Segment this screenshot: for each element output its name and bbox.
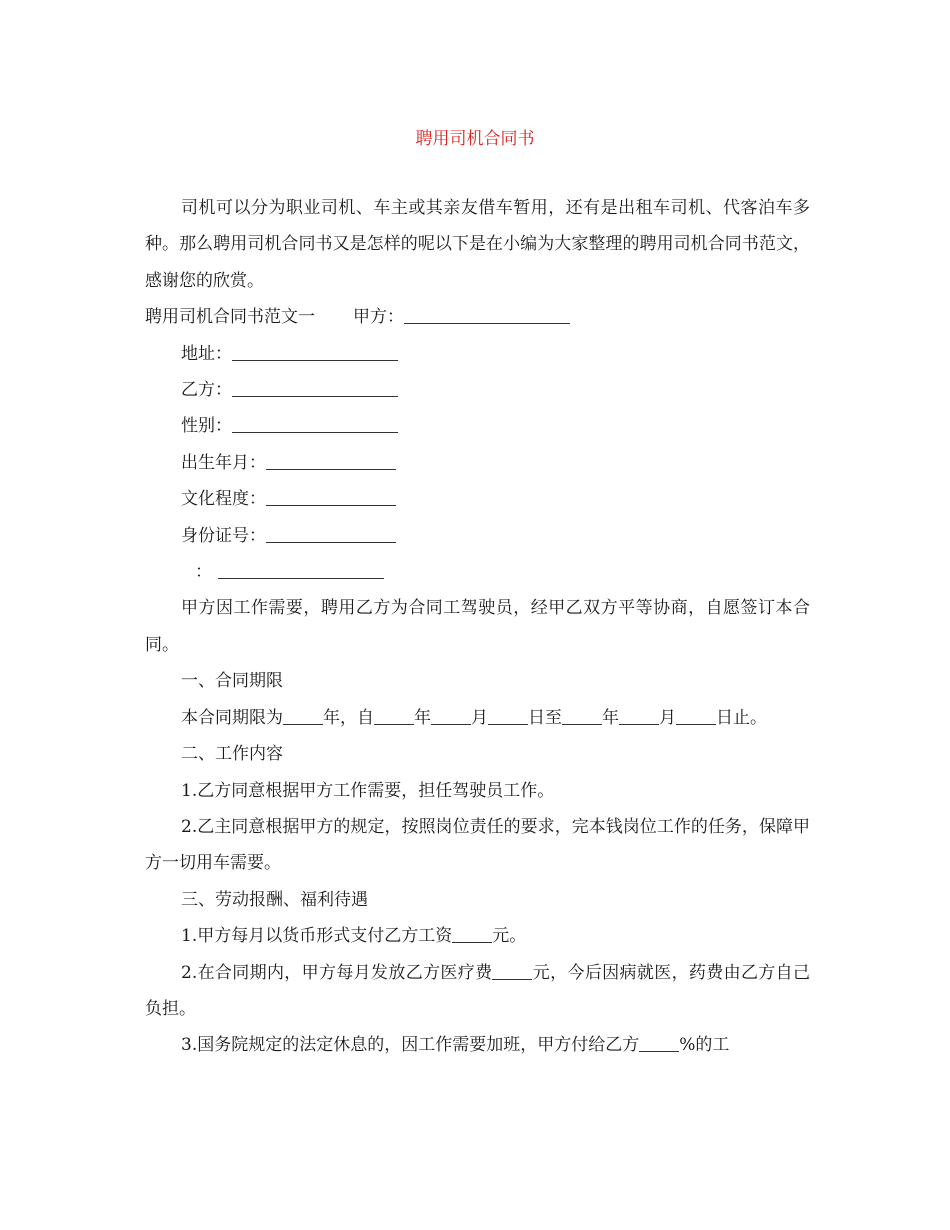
medical-blank	[492, 978, 532, 980]
term-paragraph	[145, 700, 810, 736]
party-a-label: 甲方：	[353, 307, 404, 328]
education-label: 文化程度：	[181, 489, 266, 510]
party-b-field	[145, 372, 810, 408]
address-label: 地址：	[181, 343, 232, 364]
overtime-text: 3.国务院规定的法定休息的，因工作需要加班，甲方付给乙方	[181, 1035, 640, 1056]
unnamed-field	[145, 554, 810, 590]
section2-item2: 2.乙主同意根据甲方的规定，按照岗位责任的要求，完本钱岗位工作的任务，保障甲方一切用车需要。	[145, 816, 810, 874]
section3-item1	[145, 918, 810, 954]
party-a-blank	[404, 322, 570, 324]
gender-blank	[232, 431, 398, 433]
medical-text-2: 元，今后因病就医，药费由乙方自己负担。	[145, 962, 810, 1019]
address-field	[145, 336, 810, 372]
term-text-3: 年	[414, 707, 431, 728]
term-text-7: 月	[659, 707, 676, 728]
section2-item1: 1.乙方同意根据甲方工作需要，担任驾驶员工作。	[181, 780, 555, 801]
term-text-4: 月	[471, 707, 488, 728]
salary-unit: 元。	[492, 926, 527, 947]
end-year-blank	[562, 723, 602, 725]
end-month-blank	[619, 723, 659, 725]
birth-field	[145, 445, 810, 481]
start-month-blank	[431, 723, 471, 725]
start-year-blank	[374, 723, 414, 725]
overtime-text-2: %的工	[679, 1035, 730, 1056]
sample-heading-line	[145, 299, 810, 335]
section1-heading: 一、合同期限	[181, 671, 283, 692]
term-text-6: 年	[602, 707, 619, 728]
term-text-8: 日止。	[716, 707, 767, 728]
address-blank	[232, 359, 398, 361]
term-years-blank	[283, 723, 323, 725]
intro-paragraph: 司机可以分为职业司机、车主或其亲友借车暂用，还有是出租车司机、代客泊车多种。那么聘用司机合同书又是怎样的呢以下是在小编为大家整理的聘用司机合同书范文，感谢您的欣赏。	[145, 198, 810, 291]
document-title: 聘用司机合同书	[415, 129, 535, 149]
medical-text: 2.在合同期内，甲方每月发放乙方医疗费	[181, 962, 493, 983]
section3-item2	[145, 955, 810, 1028]
section3-heading: 三、劳动报酬、福利待遇	[181, 889, 368, 910]
end-day-blank	[676, 723, 716, 725]
party-b-label: 乙方：	[181, 380, 232, 401]
id-number-field	[145, 518, 810, 554]
sample-heading: 聘用司机合同书范文一	[145, 307, 315, 328]
section3-item3	[145, 1027, 810, 1063]
gender-label: 性别：	[181, 416, 232, 437]
document-body	[145, 190, 810, 1064]
birth-blank	[266, 468, 396, 470]
unnamed-blank	[218, 577, 384, 579]
overtime-blank	[639, 1050, 679, 1052]
birth-label: 出生年月：	[181, 452, 266, 473]
start-day-blank	[488, 723, 528, 725]
id-number-label: 身份证号：	[181, 525, 266, 546]
term-text-5: 日至	[528, 707, 562, 728]
salary-text: 1.甲方每月以货币形式支付乙方工资	[181, 926, 453, 947]
purpose-paragraph: 甲方因工作需要，聘用乙方为合同工驾驶员，经甲乙双方平等协商，自愿签订本合同。	[145, 598, 810, 655]
education-field	[145, 481, 810, 517]
education-blank	[266, 504, 396, 506]
party-b-blank	[232, 395, 398, 397]
gender-field	[145, 408, 810, 444]
salary-blank	[452, 941, 492, 943]
term-text-2: 年，自	[323, 707, 374, 728]
unnamed-label: ：	[195, 562, 212, 583]
term-text-1: 本合同期限为	[181, 707, 283, 728]
section2-heading: 二、工作内容	[181, 744, 283, 765]
id-number-blank	[266, 541, 396, 543]
